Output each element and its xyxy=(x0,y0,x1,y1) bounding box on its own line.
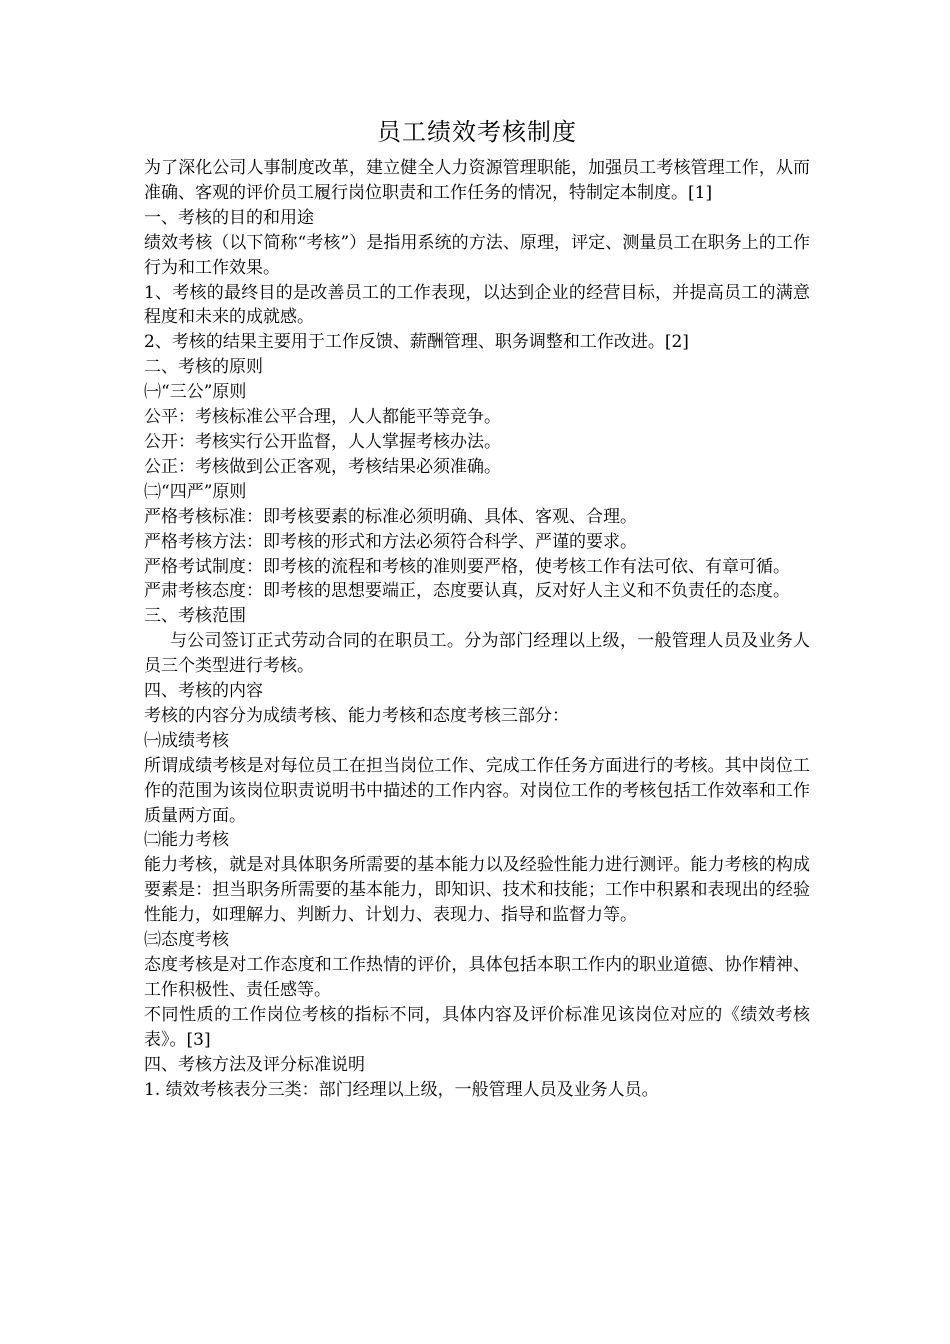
section-heading: 二、考核的原则 xyxy=(144,357,263,378)
intro-paragraph: 为了深化公司人事制度改革，建立健全人力资源管理职能，加强员工考核管理工作，从而准确、客观的评价员工履行岗位职责和工作任务的情况，特制定本制度。[1] xyxy=(144,158,810,203)
paragraph: 考核的内容分为成绩考核、能力考核和态度考核三部分： xyxy=(144,705,569,726)
paragraph: 能力考核，就是对具体职务所需要的基本能力以及经验性能力进行测评。能力考核的构成要素是：担当职务所需要的基本能力，即知识、技术和技能；工作中积累和表现出的经验性能力，如理解力、判断力、计划力、表现力、指导和监督力等。 xyxy=(144,855,810,926)
paragraph: 2、考核的结果主要用于工作反馈、薪酬管理、职务调整和工作改进。[2] xyxy=(144,332,689,353)
paragraph: 所谓成绩考核是对每位员工在担当岗位工作、完成工作任务方面进行的考核。其中岗位工作的范围为该岗位职责说明书中描述的工作内容。对岗位工作的考核包括工作效率和工作质量两方面。 xyxy=(144,755,810,826)
document-page xyxy=(144,112,810,1102)
paragraph: 与公司签订正式劳动合同的在职员工。分为部门经理以上级，一般管理人员及业务人员三个类型进行考核。 xyxy=(144,631,810,677)
paragraph: 不同性质的工作岗位考核的指标不同，具体内容及评价标准见该岗位对应的《绩效考核表》。[3] xyxy=(144,1004,810,1050)
paragraph: 绩效考核（以下简称“考核”）是指用系统的方法、原理，评定、测量员工在职务上的工作行为和工作效果。 xyxy=(144,232,810,278)
paragraph: 1. 绩效考核表分三类：部门经理以上级，一般管理人员及业务人员。 xyxy=(144,1079,659,1100)
subsection-heading: ㈠“三公”原则 xyxy=(144,382,247,403)
paragraph: 公平：考核标准公平合理，人人都能平等竞争。 xyxy=(144,407,501,428)
subsection-heading: ㈢态度考核 xyxy=(144,930,229,951)
paragraph: 严肃考核态度：即考核的思想要端正，态度要认真，反对好人主义和不负责任的态度。 xyxy=(144,581,790,602)
section-heading: 四、考核的内容 xyxy=(144,681,263,702)
paragraph: 1、考核的最终目的是改善员工的工作表现，以达到企业的经营目标，并提高员工的满意程度和未来的成就感。 xyxy=(144,282,810,328)
paragraph: 严格考核标准：即考核要素的标准必须明确、具体、客观、合理。 xyxy=(144,506,637,527)
subsection-heading: ㈠成绩考核 xyxy=(144,730,229,751)
subsection-heading: ㈡能力考核 xyxy=(144,830,229,851)
section-heading: 四、考核方法及评分标准说明 xyxy=(144,1054,365,1075)
paragraph: 态度考核是对工作态度和工作热情的评价，具体包括本职工作内的职业道德、协作精神、工作积极性、责任感等。 xyxy=(144,955,810,1000)
paragraph: 公开：考核实行公开监督，人人掌握考核办法。 xyxy=(144,431,501,452)
paragraph: 严格考核方法：即考核的形式和方法必须符合科学、严谨的要求。 xyxy=(144,531,637,552)
paragraph: 公正：考核做到公正客观，考核结果必须准确。 xyxy=(144,456,501,477)
subsection-heading: ㈡“四严”原则 xyxy=(144,481,247,502)
section-heading: 一、考核的目的和用途 xyxy=(144,207,314,228)
document-title: 员工绩效考核制度 xyxy=(377,118,577,146)
paragraph: 严格考试制度：即考核的流程和考核的准则要严格，使考核工作有法可依、有章可循。 xyxy=(144,556,790,577)
section-heading: 三、考核范围 xyxy=(144,606,246,627)
